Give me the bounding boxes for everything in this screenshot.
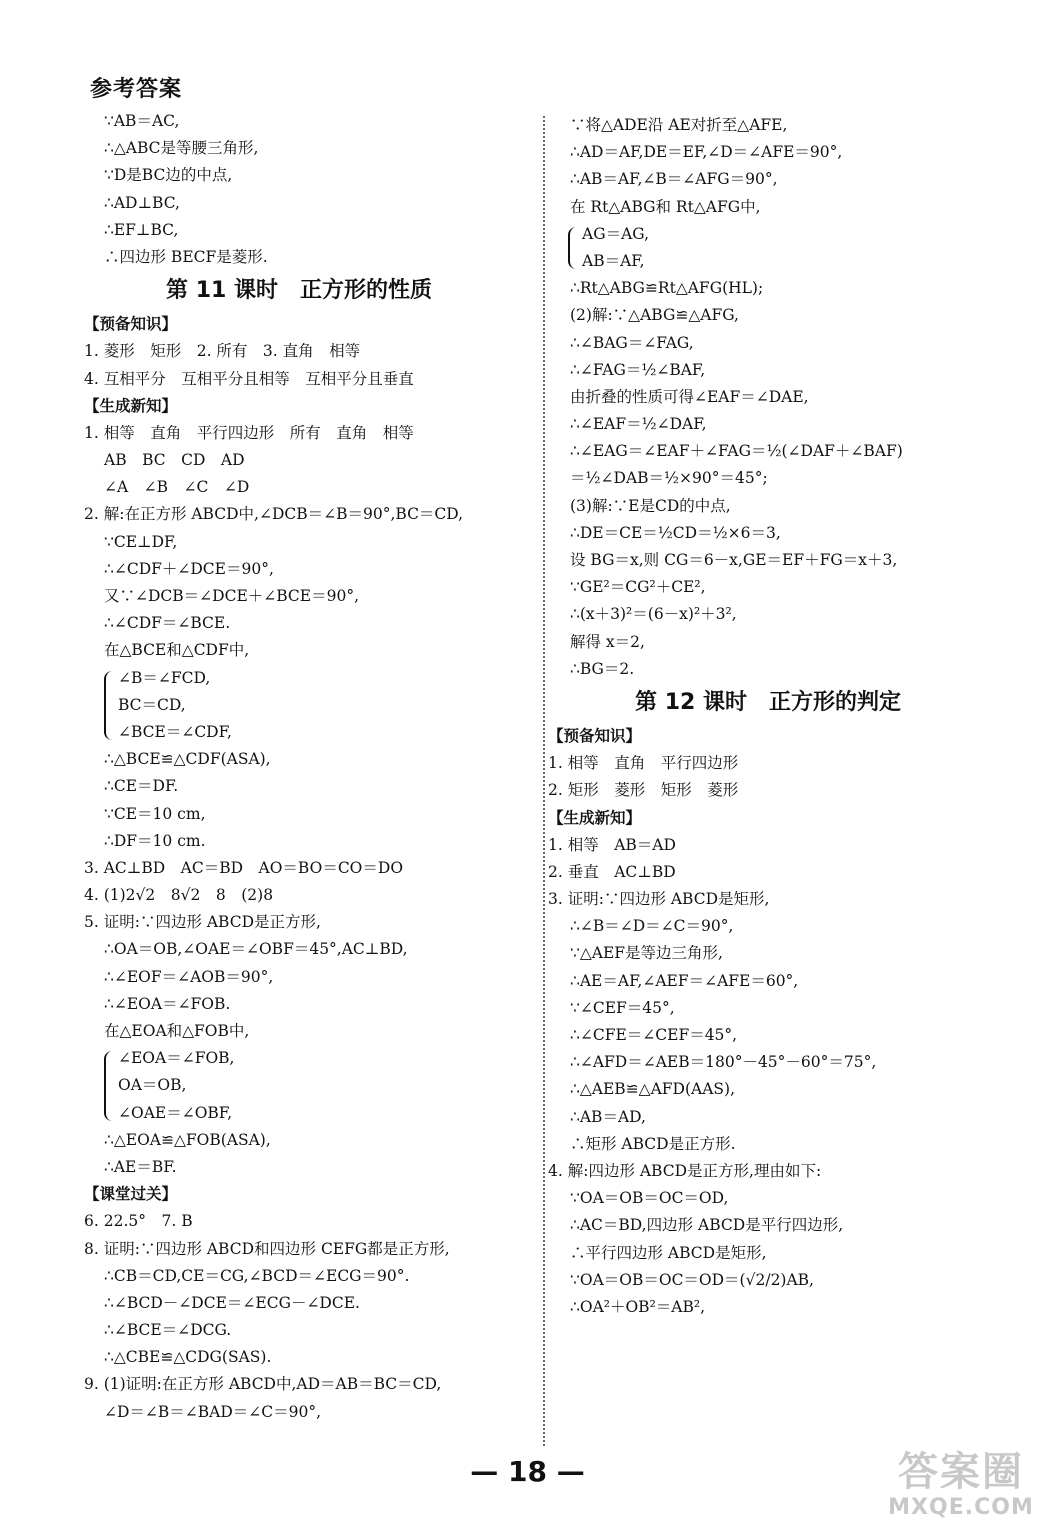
answer-line: 4. 解:四边形 ABCD是正方形,理由如下: — [548, 1161, 822, 1180]
left-answer-column — [84, 108, 514, 1426]
brace-line: ∠OAE＝∠OBF, — [118, 1103, 233, 1122]
answer-line: ∴∠EAG＝∠EAF＋∠FAG＝½(∠DAF＋∠BAF) — [570, 442, 903, 461]
answer-line: 又∵∠DCB＝∠DCE＋∠BCE＝90°, — [104, 587, 359, 605]
answer-line: 在 Rt△ABG和 Rt△AFG中, — [570, 197, 761, 216]
answer-line: ∴BG＝2. — [570, 659, 635, 678]
brace-line: ∠B＝∠FCD, — [118, 668, 211, 687]
answer-line: 1. 相等 直角 平行四边形 所有 直角 相等 — [84, 423, 414, 442]
section-subheading: 【生成新知】 — [84, 396, 178, 415]
answer-line: ∴(x＋3)²＝(6－x)²＋3², — [570, 605, 737, 624]
brace-system — [548, 221, 988, 275]
answer-line: 8. 证明:∵四边形 ABCD和四边形 CEFG都是正方形, — [84, 1239, 450, 1258]
answer-line: ∵CE＝10 cm, — [104, 804, 206, 823]
brace-line: ∠BCE＝∠CDF, — [118, 722, 232, 741]
watermark-top-text: 答案圈 — [898, 1449, 1024, 1495]
answer-line: ∴△CBE≌△CDG(SAS). — [104, 1348, 272, 1367]
answer-line: ∴AE＝AF,∠AEF＝∠AFE＝60°, — [570, 971, 799, 990]
answer-line: ∵OA＝OB＝OC＝OD＝(√2/2)AB, — [570, 1270, 814, 1289]
answer-line: ∴OA²＋OB²＝AB², — [570, 1297, 706, 1316]
answer-line: ∴CE＝DF. — [104, 777, 179, 796]
answer-line: 9. (1)证明:在正方形 ABCD中,AD＝AB＝BC＝CD, — [84, 1375, 442, 1394]
answer-line: ∴∠EOA＝∠FOB. — [104, 994, 231, 1013]
answer-line: 1. 相等 AB＝AD — [548, 835, 676, 854]
answer-line: ∴∠FAG＝½∠BAF, — [570, 360, 706, 379]
section-subheading: 【课堂过关】 — [84, 1185, 178, 1204]
answer-line: ∴OA＝OB,∠OAE＝∠OBF＝45°,AC⊥BD, — [104, 940, 408, 959]
answer-line: ∴AC＝BD,四边形 ABCD是平行四边形, — [570, 1216, 844, 1235]
answer-line: ∴AB＝AD, — [570, 1107, 646, 1126]
answer-line: 4. 互相平分 互相平分且相等 互相平分且垂直 — [84, 369, 414, 388]
answer-line: ∠D＝∠B＝∠BAD＝∠C＝90°, — [104, 1402, 322, 1421]
answer-line: (3)解:∵E是CD的中点, — [570, 496, 731, 515]
answer-line: ∴DF＝10 cm. — [104, 831, 206, 850]
answer-line: ∴∠AFD＝∠AEB＝180°－45°－60°＝75°, — [570, 1053, 877, 1072]
answer-line: ∴平行四边形 ABCD是矩形, — [570, 1243, 767, 1262]
answer-line: 2. 矩形 菱形 矩形 菱形 — [548, 781, 739, 800]
answer-line: 6. 22.5° 7. B — [84, 1212, 193, 1231]
section-heading: 第 12 课时 正方形的判定 — [635, 689, 901, 715]
answer-line: ∴四边形 BECF是菱形. — [104, 247, 268, 266]
answer-line: ∴CB＝CD,CE＝CG,∠BCD＝∠ECG＝90°. — [104, 1266, 410, 1285]
answer-line: 1. 相等 直角 平行四边形 — [548, 754, 739, 773]
answer-line: 1. 菱形 矩形 2. 所有 3. 直角 相等 — [84, 342, 361, 361]
answer-line: 在△EOA和△FOB中, — [104, 1022, 250, 1040]
answer-line: ∴∠CFE＝∠CEF＝45°, — [570, 1026, 738, 1044]
answer-line: ∴EF⊥BC, — [104, 220, 179, 239]
answer-line: ∴△BCE≌△CDF(ASA), — [104, 750, 271, 769]
answer-line: ∴AD＝AF,DE＝EF,∠D＝∠AFE＝90°, — [570, 143, 843, 162]
answer-line: ∴∠BAG＝∠FAG, — [570, 333, 694, 352]
brace-system — [84, 665, 514, 747]
answer-line: ∴∠BCE＝∠DCG. — [104, 1321, 232, 1340]
answer-line: 解得 x＝2, — [570, 632, 645, 651]
answer-line: ∵GE²＝CG²＋CE², — [570, 578, 706, 597]
answer-line: ∴∠EAF＝½∠DAF, — [570, 415, 707, 434]
answer-line: ∴△EOA≌△FOB(ASA), — [104, 1130, 271, 1149]
brace-line: AG＝AG, — [582, 224, 650, 243]
answer-line: ∴∠CDF＝∠BCE. — [104, 614, 231, 633]
answer-line: 由折叠的性质可得∠EAF＝∠DAE, — [570, 387, 809, 406]
answer-line: ∴Rt△ABG≌Rt△AFG(HL); — [570, 279, 764, 298]
section-heading: 第 11 课时 正方形的性质 — [166, 278, 432, 304]
answer-line: ∴AB＝AF,∠B＝∠AFG＝90°, — [570, 170, 778, 189]
answer-line: 3. 证明:∵四边形 ABCD是矩形, — [548, 890, 770, 909]
right-answer-column — [548, 112, 988, 1321]
answer-line: ∵将△ADE沿 AE对折至△AFE, — [570, 116, 788, 134]
answer-line: 5. 证明:∵四边形 ABCD是正方形, — [84, 913, 321, 932]
answer-line: 3. AC⊥BD AC＝BD AO＝BO＝CO＝DO — [84, 858, 404, 877]
section-subheading: 【预备知识】 — [548, 726, 642, 745]
answer-line: ∵△AEF是等边三角形, — [570, 944, 723, 963]
page-number: — 18 — — [470, 1455, 585, 1488]
answer-line: ∵OA＝OB＝OC＝OD, — [570, 1189, 729, 1208]
answer-line: ∴△ABC是等腰三角形, — [104, 139, 259, 158]
answer-line: 2. 解:在正方形 ABCD中,∠DCB＝∠B＝90°,BC＝CD, — [84, 505, 464, 524]
answer-line: (2)解:∵△ABG≌△AFG, — [570, 306, 739, 325]
answer-line: ＝½∠DAB＝½×90°＝45°; — [570, 469, 768, 488]
brace-line: ∠EOA＝∠FOB, — [118, 1049, 235, 1068]
answer-line: ∴AD⊥BC, — [104, 193, 180, 212]
answer-line: 在△BCE和△CDF中, — [104, 641, 250, 660]
brace-line: BC＝CD, — [118, 695, 186, 714]
answer-line: ∴AE＝BF. — [104, 1157, 177, 1176]
watermark-bottom-text: MXQE.COM — [888, 1495, 1034, 1520]
answer-line: ∴∠EOF＝∠AOB＝90°, — [104, 967, 274, 986]
column-divider — [543, 116, 545, 1446]
answer-line: 设 BG＝x,则 CG＝6－x,GE＝EF＋FG＝x＋3, — [570, 551, 898, 569]
answer-line: AB BC CD AD — [104, 451, 245, 470]
answer-line: ∴△AEB≌△AFD(AAS), — [570, 1080, 735, 1099]
answer-line: 4. (1)2√2 8√2 8 (2)8 — [84, 886, 274, 905]
answer-line: ∴矩形 ABCD是正方形. — [570, 1134, 736, 1153]
answer-line: ∴DE＝CE＝½CD＝½×6＝3, — [570, 523, 781, 542]
section-subheading: 【预备知识】 — [84, 315, 178, 334]
brace-system — [84, 1045, 514, 1127]
answer-line: ∵CE⊥DF, — [104, 532, 178, 551]
answer-line: ∠A ∠B ∠C ∠D — [104, 478, 250, 497]
answer-line: ∴∠CDF＋∠DCE＝90°, — [104, 559, 274, 578]
answer-line: ∵AB＝AC, — [104, 112, 180, 130]
answer-line: ∵D是BC边的中点, — [104, 166, 233, 185]
answer-line: ∵∠CEF＝45°, — [570, 998, 675, 1017]
answer-line: 2. 垂直 AC⊥BD — [548, 862, 676, 881]
answer-line: ∴∠B＝∠D＝∠C＝90°, — [570, 917, 734, 936]
brace-line: OA＝OB, — [118, 1076, 187, 1095]
brace-line: AB＝AF, — [582, 251, 645, 270]
answer-line: ∴∠BCD－∠DCE＝∠ECG－∠DCE. — [104, 1293, 360, 1312]
section-subheading: 【生成新知】 — [548, 808, 642, 827]
page-header-title: 参考答案 — [90, 77, 183, 102]
watermark-logo — [881, 1448, 1041, 1528]
